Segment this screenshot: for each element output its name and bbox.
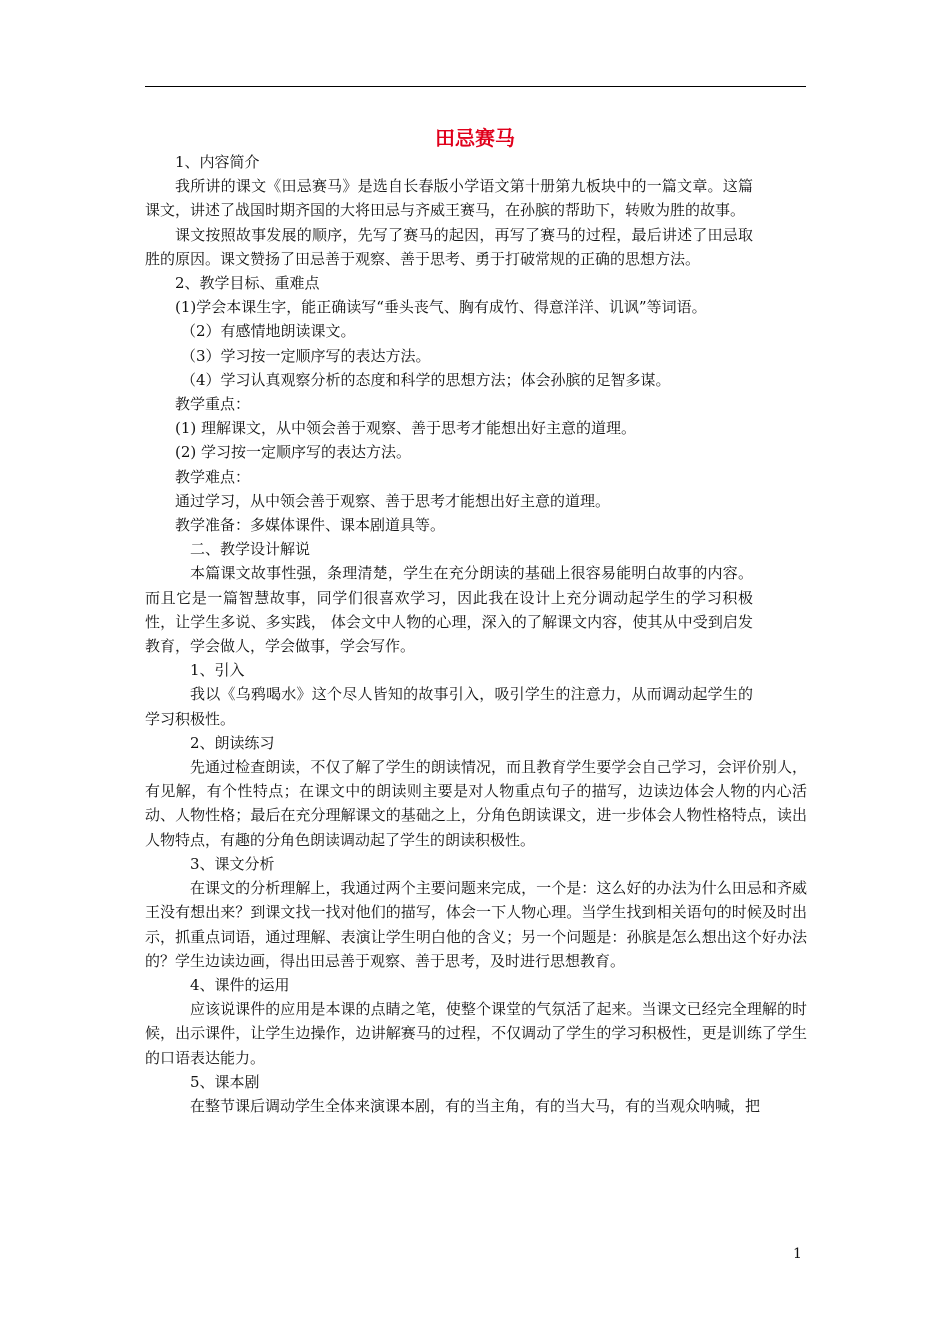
paragraph: 本篇课文故事性强，条理清楚，学生在充分朗读的基础上很容易能明白故事的内容。而且它是一篇智慧故事，同学们很喜欢学习，因此我在设计上充分调动起学生的学习积极性，让学生多说、多实践， 体会文中人物的心理，深入的了解课文内容，使其从中受到启发教育，学会做人，学会做事，学会写作。 [145,564,753,656]
section-heading: 1、内容简介 [175,153,260,171]
paragraph: 应该说课件的应用是本课的点睛之笔，使整个课堂的气氛活了起来。当课文已经完全理解的时候，出示课件，让学生边操作，边讲解赛马的过程，不仅调动了学生的学习积极性，更是训练了学生的口语表达能力。 [145,1000,807,1067]
subsection-heading: 1、引入 [190,661,245,680]
goal-item: （4）学习认真观察分析的态度和科学的思想方法；体会孙膑的足智多谋。 [181,370,671,389]
paragraph: 在整节课后调动学生全体来演课本剧，有的当主角，有的当大马，有的当观众呐喊，把 [190,1096,761,1115]
document-body [145,150,807,1118]
paragraph: 我所讲的课文《田忌赛马》是选自长春版小学语文第十册第九板块中的一篇文章。这篇课文，讲述了战国时期齐国的大将田忌与齐威王赛马，在孙膑的帮助下，转败为胜的故事。 [145,177,753,220]
difficulty-text: 通过学习，从中领会善于观察、善于思考才能想出好主意的道理。 [175,491,611,510]
goal-item: （3）学习按一定顺序写的表达方法。 [181,346,431,365]
key-point: (1) 理解课文，从中领会善于观察、善于思考才能想出好主意的道理。 [175,419,637,438]
paragraph: 先通过检查朗读，不仅了解了学生的朗读情况，而且教育学生要学会自己学习，会评价别人，有见解，有个性特点；在课文中的朗读则主要是对人物重点句子的描写，边读边体会人物的内心活动、人物性格；最后在充分理解课文的基础之上，分角色朗读课文，进一步体会人物性格特点，读出人物特点，有趣的分角色朗读调动起了学生的朗读积极性。 [145,758,807,849]
difficulty-label: 教学难点： [175,467,251,486]
paragraph: 我以《乌鸦喝水》这个尽人皆知的故事引入，吸引学生的注意力，从而调动起学生的学习积极性。 [145,685,753,728]
goal-item: （2）有感情地朗读课文。 [181,322,356,341]
header-rule [145,86,806,87]
prep-text: 教学准备：多媒体课件、课本剧道具等。 [175,516,446,535]
subsection-heading: 4、课件的运用 [190,975,290,994]
subsection-heading: 3、课文分析 [190,854,275,873]
key-point: (2) 学习按一定顺序写的表达方法。 [175,443,412,462]
paragraph: 在课文的分析理解上，我通过两个主要问题来完成，一个是：这么好的办法为什么田忌和齐威王没有想出来？到课文找一找对他们的描写，体会一下人物心理。当学生找到相关语句的时候及时出示，抓重点词语，通过理解、表演让学生明白他的含义；另一个问题是：孙膑是怎么想出这个好办法的？学生边读边画，得出田忌善于观察、善于思考，及时进行思想教育。 [145,879,807,970]
key-label: 教学重点： [175,395,251,414]
paragraph: 课文按照故事发展的顺序，先写了赛马的起因，再写了赛马的过程，最后讲述了田忌取胜的原因。课文赞扬了田忌善于观察、善于思考、勇于打破常规的正确的思想方法。 [145,225,753,268]
subsection-heading: 5、课本剧 [190,1072,260,1091]
section-heading: 2、教学目标、重难点 [175,274,320,293]
subsection-heading: 2、朗读练习 [190,733,275,752]
page-number: 1 [793,1246,802,1262]
section-heading: 二、教学设计解说 [190,540,311,559]
document-title: 田忌赛马 [435,126,515,150]
goal-item: (1)学会本课生字，能正确读写“垂头丧气、胸有成竹、得意洋洋、讥讽”等词语。 [175,298,707,317]
